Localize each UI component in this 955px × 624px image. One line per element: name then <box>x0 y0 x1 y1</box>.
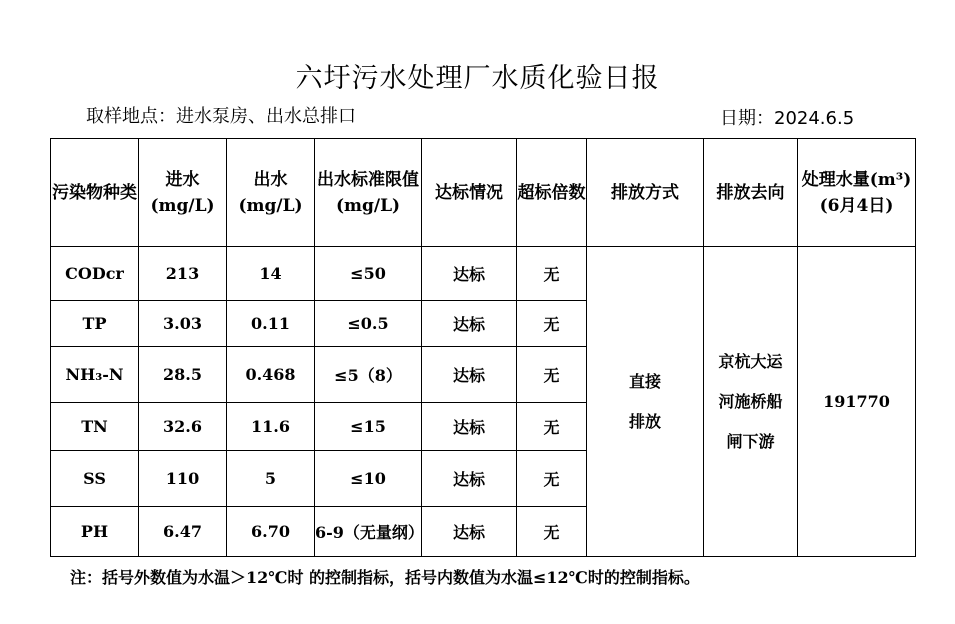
cell-exceed: 无 <box>517 247 587 301</box>
header-method: 排放方式 <box>587 139 704 247</box>
cell-outflow: 6.70 <box>227 507 315 557</box>
header-exceed: 超标倍数 <box>517 139 587 247</box>
header-outflow: 出水(mg/L) <box>227 139 315 247</box>
treated-volume: 191770 <box>798 247 916 557</box>
cell-exceed: 无 <box>517 451 587 507</box>
cell-exceed: 无 <box>517 507 587 557</box>
cell-pollutant: CODcr <box>51 247 139 301</box>
cell-pollutant: TN <box>51 403 139 451</box>
discharge-destination-text: 京杭大运河施桥船闸下游 <box>718 351 783 451</box>
cell-outflow: 5 <box>227 451 315 507</box>
water-quality-table <box>50 138 916 557</box>
cell-inflow: 28.5 <box>139 347 227 403</box>
cell-inflow: 213 <box>139 247 227 301</box>
cell-exceed: 无 <box>517 403 587 451</box>
sampling-location: 取样地点：进水泵房、出水总排口 <box>86 106 356 127</box>
discharge-method-text: 直接排放 <box>628 371 661 431</box>
cell-outflow: 0.468 <box>227 347 315 403</box>
cell-pollutant: PH <box>51 507 139 557</box>
cell-status: 达标 <box>422 451 517 507</box>
header-volume: 处理水量(m³)(6月4日) <box>798 139 916 247</box>
header-status: 达标情况 <box>422 139 517 247</box>
cell-inflow: 3.03 <box>139 301 227 347</box>
discharge-destination <box>704 247 798 557</box>
cell-inflow: 32.6 <box>139 403 227 451</box>
table-header-row <box>51 139 916 247</box>
header-limit: 出水标准限值(mg/L) <box>315 139 422 247</box>
cell-status: 达标 <box>422 507 517 557</box>
cell-limit: ≤5（8） <box>315 347 422 403</box>
cell-outflow: 14 <box>227 247 315 301</box>
cell-limit: ≤50 <box>315 247 422 301</box>
cell-exceed: 无 <box>517 301 587 347</box>
header-destination: 排放去向 <box>704 139 798 247</box>
cell-inflow: 110 <box>139 451 227 507</box>
cell-pollutant: SS <box>51 451 139 507</box>
cell-exceed: 无 <box>517 347 587 403</box>
cell-outflow: 11.6 <box>227 403 315 451</box>
cell-limit: ≤10 <box>315 451 422 507</box>
report-date: 日期：2024.6.5 <box>720 108 855 129</box>
cell-status: 达标 <box>422 347 517 403</box>
cell-limit: ≤15 <box>315 403 422 451</box>
table-row <box>51 247 916 301</box>
cell-limit: ≤0.5 <box>315 301 422 347</box>
header-inflow: 进水(mg/L) <box>139 139 227 247</box>
cell-inflow: 6.47 <box>139 507 227 557</box>
cell-pollutant: TP <box>51 301 139 347</box>
cell-status: 达标 <box>422 403 517 451</box>
report-title: 六圩污水处理厂水质化验日报 <box>295 63 660 94</box>
cell-pollutant: NH₃-N <box>51 347 139 403</box>
cell-limit: 6-9（无量纲） <box>315 507 422 557</box>
cell-status: 达标 <box>422 301 517 347</box>
footnote: 注：括号外数值为水温＞12℃时 的控制指标，括号内数值为水温≤12℃时的控制指标。 <box>70 568 700 587</box>
cell-outflow: 0.11 <box>227 301 315 347</box>
discharge-method <box>587 247 704 557</box>
cell-status: 达标 <box>422 247 517 301</box>
header-pollutant: 污染物种类 <box>51 139 139 247</box>
